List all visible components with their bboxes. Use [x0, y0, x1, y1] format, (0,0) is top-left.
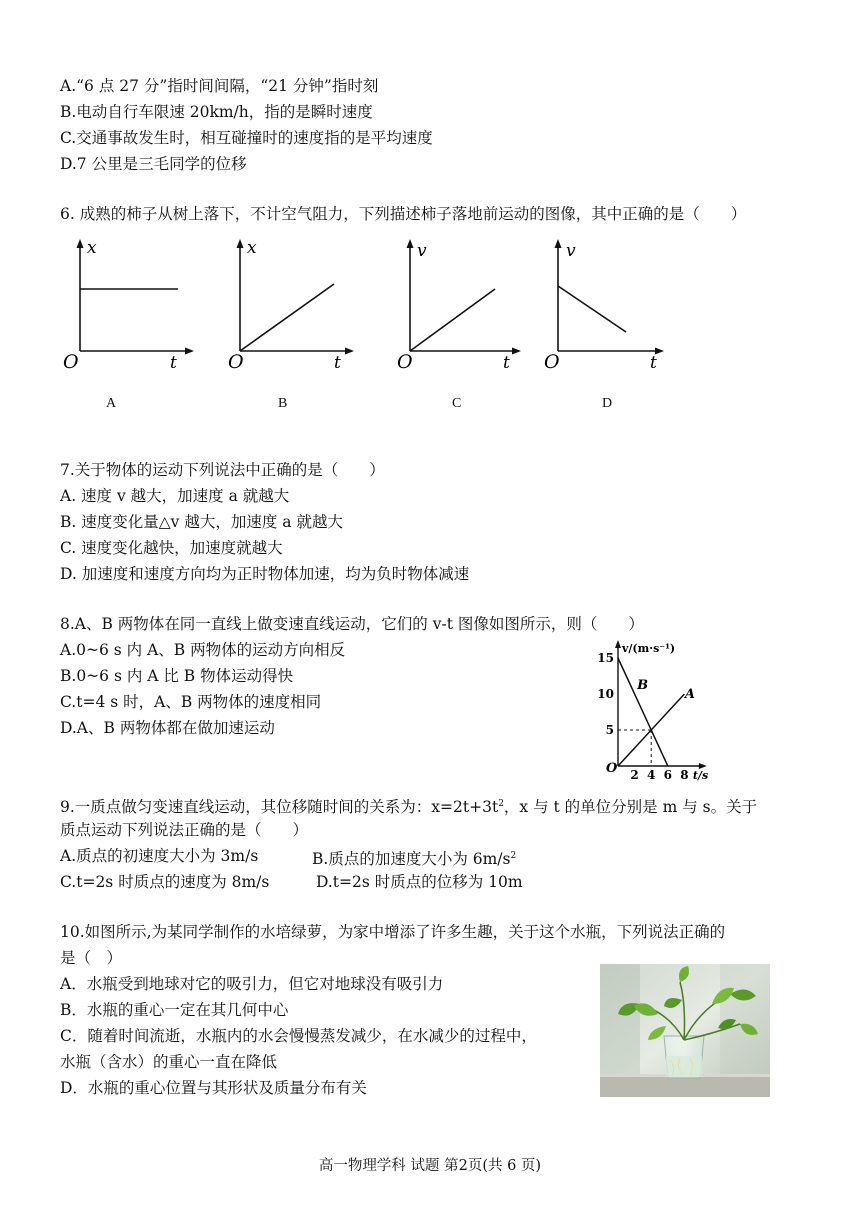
q9-stem — [60, 794, 757, 817]
q8-stem: 8.A、B 两物体在同一直线上做变速直线运动，它们的 v-t 图像如图所示，则（ ） — [60, 615, 644, 633]
graph-b-xlabel: t — [334, 353, 341, 373]
q6-stem: 6. 成熟的柿子从树上落下，不计空气阻力，下列描述柿子落地前运动的图像，其中正确的是（ ） — [60, 205, 747, 223]
vt-origin: O — [606, 761, 618, 776]
graph-d-origin: O — [544, 351, 560, 373]
q8-option-c: C.t=4 s 时，A、B 两物体的速度相同 — [60, 693, 322, 711]
q9-option-d: D.t=2s 时质点的位移为 10m — [316, 873, 523, 891]
q6-graph-a — [60, 236, 200, 380]
q8-option-d: D.A、B 两物体都在做加速运动 — [60, 719, 275, 737]
vt-y-label: v/(m·s⁻¹) — [622, 642, 676, 655]
q10-stem: 10.如图所示,为某同学制作的水培绿萝，为家中增添了许多生趣，关于这个水瓶，下列说法正确的 — [60, 923, 726, 941]
graph-d-ylabel: v — [566, 241, 576, 261]
q7-option-a: A. 速度 v 越大，加速度 a 就越大 — [60, 487, 290, 505]
vt-y-arrow — [615, 640, 621, 648]
vt-x-tick: 2 — [630, 768, 639, 782]
q5-option-c: C.交通事故发生时，相互碰撞时的速度指的是平均速度 — [60, 129, 433, 147]
q9-stem-sup: 2 — [498, 799, 504, 809]
vt-label-a: A — [684, 687, 695, 702]
page-footer: 高一物理学科 试题 第2页(共 6 页) — [318, 1158, 542, 1174]
graph-a-origin: O — [63, 351, 79, 373]
q9-stem-line2: 质点运动下列说法正确的是（ ） — [60, 821, 309, 839]
q10-option-a: A．水瓶受到地球对它的吸引力，但它对地球没有吸引力 — [60, 975, 444, 993]
q8-option-b: B.0~6 s 内 A 比 B 物体运动得快 — [60, 667, 294, 685]
q9-option-a: A.质点的初速度大小为 3m/s — [60, 847, 259, 865]
graph-d-xlabel: t — [650, 353, 657, 373]
q6-caption-b: B — [278, 396, 288, 411]
q8-option-a: A.0~6 s 内 A、B 两物体的运动方向相反 — [60, 641, 346, 659]
vt-y-tick: 5 — [605, 723, 614, 737]
vt-y-tick: 15 — [597, 651, 614, 665]
graph-c-ylabel: v — [417, 241, 427, 261]
q7-stem: 7.关于物体的运动下列说法中正确的是（ ） — [60, 461, 385, 479]
graph-b-origin: O — [228, 351, 244, 373]
q9-option-b-text: B.质点的加速度大小为 6m/s — [312, 850, 511, 869]
vt-x-tick: 6 — [663, 768, 672, 782]
q5-option-a: A.“6 点 27 分”指时间间隔，“21 分钟”指时刻 — [60, 77, 379, 95]
q10-stem-line2: 是（ ） — [60, 949, 123, 967]
graph-a-xlabel: t — [170, 353, 177, 373]
q9-stem-post: ，x 与 t 的单位分别是 m 与 s。关于 — [503, 798, 758, 817]
vt-series-b — [618, 658, 668, 766]
q6-graph-c — [395, 236, 535, 380]
q6-graph-b — [228, 236, 368, 380]
vt-y-tick: 10 — [597, 687, 614, 701]
graph-c-origin: O — [397, 351, 413, 373]
q8-vt-chart — [596, 636, 766, 788]
q9-option-c: C.t=2s 时质点的速度为 8m/s — [60, 873, 270, 891]
q7-option-b: B. 速度变化量△v 越大，加速度 a 就越大 — [60, 513, 343, 531]
graph-b-ylabel: x — [247, 238, 257, 258]
q10-option-c: C．随着时间流逝，水瓶内的水会慢慢蒸发减少，在水减少的过程中， — [60, 1027, 537, 1045]
q10-option-c-line2: 水瓶（含水）的重心一直在降低 — [60, 1053, 278, 1071]
vt-x-tick: 8 — [680, 768, 689, 782]
q9-option-b-sup: 2 — [510, 851, 517, 861]
q10-option-b: B．水瓶的重心一定在其几何中心 — [60, 1001, 289, 1019]
q5-option-d: D.7 公里是三毛同学的位移 — [60, 155, 247, 173]
q6-caption-a: A — [106, 396, 117, 411]
vt-label-b: B — [637, 677, 649, 693]
q7-option-c: C. 速度变化越快，加速度就越大 — [60, 539, 283, 557]
vt-x-tick: 4 — [647, 768, 656, 782]
q6-caption-c: C — [452, 396, 462, 411]
vt-x-label: t/s — [692, 769, 709, 782]
q9-option-b — [312, 846, 516, 869]
graph-c-xlabel: t — [503, 353, 510, 373]
pothos-vase-photo — [600, 964, 770, 1097]
q10-option-d: D．水瓶的重心位置与其形状及质量分布有关 — [60, 1079, 367, 1097]
q7-option-d: D. 加速度和速度方向均为正时物体加速，均为负时物体减速 — [60, 565, 470, 583]
q6-graph-d — [538, 236, 678, 380]
q9-stem-pre: 9.一质点做匀变速直线运动，其位移随时间的关系为：x=2t+3t — [60, 798, 499, 817]
graph-a-ylabel: x — [87, 238, 97, 258]
q5-option-b: B.电动自行车限速 20km/h，指的是瞬时速度 — [60, 103, 373, 121]
q6-caption-d: D — [602, 396, 613, 411]
